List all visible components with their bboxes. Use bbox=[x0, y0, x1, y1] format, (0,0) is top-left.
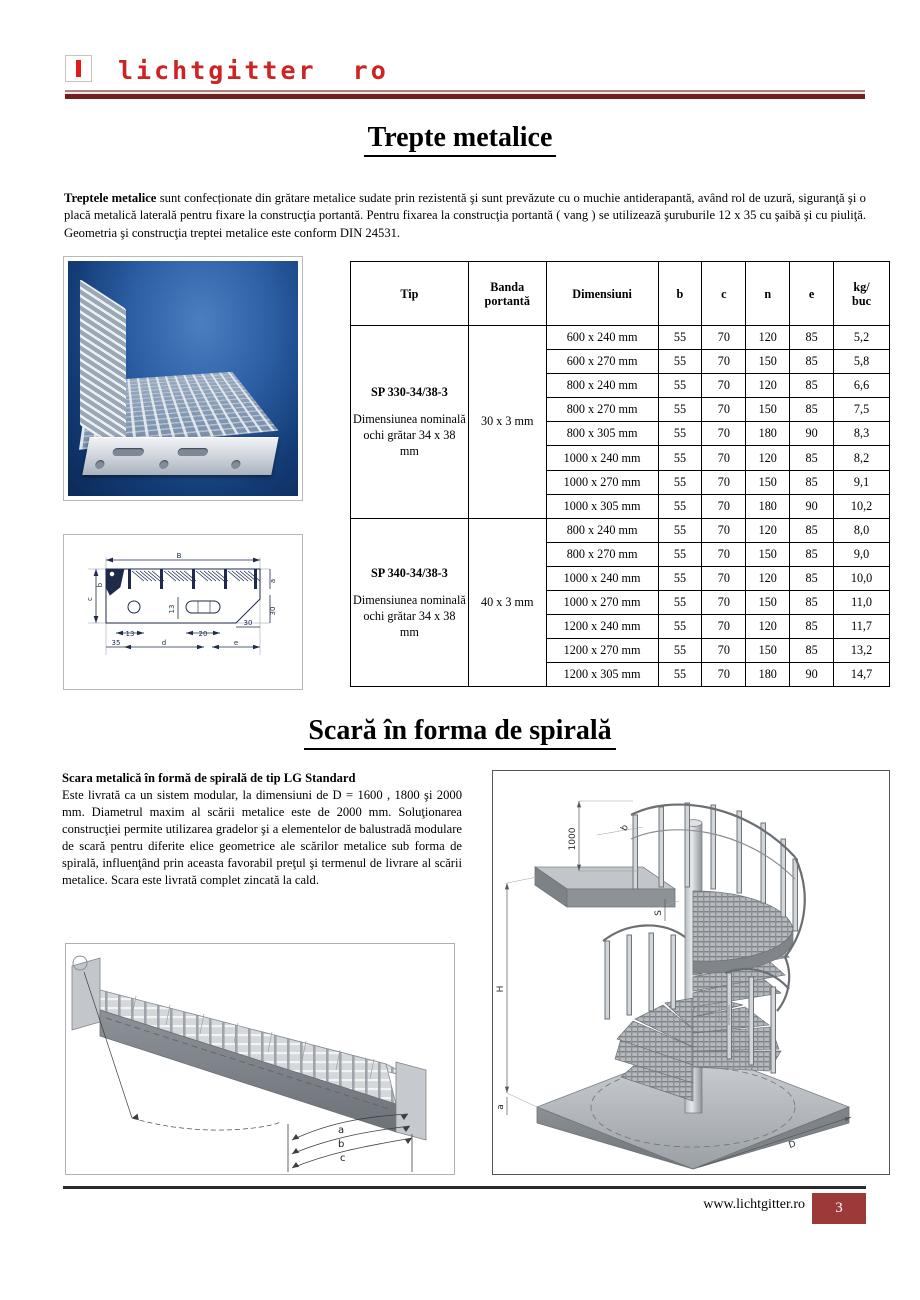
section-label-b: b bbox=[96, 582, 104, 588]
col-header-banda-line1: Banda bbox=[490, 279, 525, 294]
section-drawing-svg bbox=[64, 535, 302, 689]
logo-i-bar bbox=[76, 60, 81, 77]
stair-label-b: b bbox=[338, 1139, 345, 1150]
stair-tread-svg bbox=[66, 944, 454, 1174]
spec-table-head bbox=[351, 262, 890, 326]
table-header-row bbox=[351, 262, 890, 326]
cell-c: 70 bbox=[702, 566, 746, 590]
cell-c: 70 bbox=[702, 398, 746, 422]
grating-slot bbox=[113, 449, 145, 457]
cell-kg-buc: 8,2 bbox=[834, 446, 890, 470]
cell-n: 150 bbox=[746, 470, 790, 494]
cell-n: 150 bbox=[746, 639, 790, 663]
cell-kg-buc: 8,3 bbox=[834, 422, 890, 446]
col-header-kg-buc bbox=[834, 262, 890, 326]
cell-n: 150 bbox=[746, 591, 790, 615]
page-title-trepte bbox=[0, 122, 920, 154]
spiral-label-1000: 1000 bbox=[568, 827, 578, 851]
cell-e: 90 bbox=[790, 663, 834, 687]
cell-c: 70 bbox=[702, 470, 746, 494]
table-row bbox=[351, 326, 890, 350]
spec-table bbox=[350, 261, 890, 687]
cell-dimensiuni: 1200 x 270 mm bbox=[546, 639, 658, 663]
cell-e: 85 bbox=[790, 470, 834, 494]
cell-c: 70 bbox=[702, 542, 746, 566]
cell-c: 70 bbox=[702, 518, 746, 542]
cell-b: 55 bbox=[658, 326, 702, 350]
cell-banda-portanta: 30 x 3 mm bbox=[468, 326, 546, 519]
cell-c: 70 bbox=[702, 615, 746, 639]
walkway-side-face bbox=[567, 889, 675, 907]
cell-c: 70 bbox=[702, 326, 746, 350]
cell-kg-buc: 11,7 bbox=[834, 615, 890, 639]
intro-lead-bold: Treptele metalice bbox=[64, 190, 157, 205]
spiral-label-S: S bbox=[654, 910, 664, 916]
cell-b: 55 bbox=[658, 470, 702, 494]
grating-bolt-hole bbox=[95, 460, 106, 469]
footer-rule bbox=[63, 1186, 866, 1189]
cell-b: 55 bbox=[658, 566, 702, 590]
section-label-30-right: 30 bbox=[243, 619, 253, 627]
figure-stair-tread-3d bbox=[65, 943, 455, 1175]
section-label-c: c bbox=[86, 597, 94, 601]
cell-e: 90 bbox=[790, 422, 834, 446]
cell-n: 150 bbox=[746, 542, 790, 566]
cell-n: 150 bbox=[746, 398, 790, 422]
spec-table-container bbox=[350, 261, 890, 687]
cell-n: 120 bbox=[746, 566, 790, 590]
cell-dimensiuni: 1200 x 305 mm bbox=[546, 663, 658, 687]
spiral-lead-line: Scara metalică în formă de spirală de tip LG Standard bbox=[62, 771, 356, 785]
col-header-c: c bbox=[702, 262, 746, 326]
spec-table-body bbox=[351, 326, 890, 687]
cell-dimensiuni: 1000 x 270 mm bbox=[546, 591, 658, 615]
spiral-label-slab: a bbox=[496, 1104, 506, 1110]
cell-dimensiuni: 600 x 270 mm bbox=[546, 350, 658, 374]
spiral-body-text: Este livrată ca un sistem modular, la dimensiuni de D = 1600 , 1800 şi 2000 mm. Diametrul maxim al scării metalice este de 2000 mm. Soluţionarea construcţiei permite utilizarea gradelor şi a elementelor de balustradă modulare de scară pentru diferite elice geometrice ale scărilor metalice sub forma de spirală, influenţând prin aceasta favorabil preţul şi termenul de livrare al scării metalice. Scara este livrată complet zincată la cald. bbox=[62, 788, 462, 887]
cell-e: 85 bbox=[790, 639, 834, 663]
cell-n: 150 bbox=[746, 350, 790, 374]
cell-dimensiuni: 800 x 305 mm bbox=[546, 422, 658, 446]
spiral-staircase-svg bbox=[493, 771, 889, 1174]
cell-e: 85 bbox=[790, 398, 834, 422]
cell-b: 55 bbox=[658, 398, 702, 422]
spiral-description bbox=[62, 770, 462, 889]
cell-tip-description: Dimensiunea nominală ochi grătar 34 x 38 mm bbox=[353, 593, 466, 640]
cell-e: 85 bbox=[790, 446, 834, 470]
col-header-tip: Tip bbox=[351, 262, 469, 326]
cell-kg-buc: 10,2 bbox=[834, 494, 890, 518]
cell-c: 70 bbox=[702, 446, 746, 470]
spiral-label-D: D bbox=[787, 1139, 798, 1151]
cell-e: 85 bbox=[790, 566, 834, 590]
cell-e: 85 bbox=[790, 350, 834, 374]
cell-n: 120 bbox=[746, 326, 790, 350]
figure-grating-photo bbox=[63, 256, 303, 501]
section-label-30-vertical: 30 bbox=[269, 606, 277, 616]
section-label-13-vertical: 13 bbox=[168, 604, 176, 614]
arc-c bbox=[292, 1138, 412, 1168]
cell-e: 85 bbox=[790, 374, 834, 398]
tread-end-plate bbox=[396, 1062, 426, 1140]
cell-tip-code: SP 330-34/38-3 bbox=[370, 385, 448, 400]
cell-kg-buc: 13,2 bbox=[834, 639, 890, 663]
cell-n: 180 bbox=[746, 422, 790, 446]
section-label-13-horizontal: 13 bbox=[125, 630, 135, 638]
intro-paragraph bbox=[64, 190, 866, 243]
cell-tip bbox=[351, 518, 469, 687]
cell-b: 55 bbox=[658, 494, 702, 518]
col-header-banda bbox=[468, 262, 546, 326]
page-title-spirala bbox=[0, 715, 920, 747]
cell-tip-description: Dimensiunea nominală ochi grătar 34 x 38 mm bbox=[353, 412, 466, 459]
cell-c: 70 bbox=[702, 663, 746, 687]
col-header-kg-line1: kg/ bbox=[853, 279, 870, 294]
table-row bbox=[351, 518, 890, 542]
cell-n: 180 bbox=[746, 494, 790, 518]
grating-nosing-edge bbox=[80, 279, 126, 455]
page-number-badge: 3 bbox=[812, 1193, 866, 1224]
logo-wordmark: lichtgitter ro bbox=[118, 56, 389, 85]
cell-e: 90 bbox=[790, 494, 834, 518]
cell-kg-buc: 5,8 bbox=[834, 350, 890, 374]
section-label-d: d bbox=[161, 639, 167, 647]
cell-b: 55 bbox=[658, 663, 702, 687]
cell-n: 180 bbox=[746, 663, 790, 687]
cell-dimensiuni: 800 x 270 mm bbox=[546, 542, 658, 566]
cell-tip-code: SP 340-34/38-3 bbox=[370, 566, 448, 581]
spiral-label-H: H bbox=[496, 985, 506, 993]
cell-e: 85 bbox=[790, 615, 834, 639]
col-header-kg-line2: buc bbox=[852, 293, 872, 308]
cell-e: 85 bbox=[790, 518, 834, 542]
cell-b: 55 bbox=[658, 615, 702, 639]
section-label-20: 20 bbox=[198, 630, 208, 638]
cell-dimensiuni: 800 x 240 mm bbox=[546, 374, 658, 398]
cell-kg-buc: 10,0 bbox=[834, 566, 890, 590]
stair-label-c: c bbox=[340, 1153, 346, 1164]
col-header-e: e bbox=[790, 262, 834, 326]
grating-photo-canvas bbox=[68, 261, 298, 496]
cell-dimensiuni: 800 x 270 mm bbox=[546, 398, 658, 422]
cell-kg-buc: 6,6 bbox=[834, 374, 890, 398]
col-header-n: n bbox=[746, 262, 790, 326]
cell-b: 55 bbox=[658, 374, 702, 398]
cell-dimensiuni: 1200 x 240 mm bbox=[546, 615, 658, 639]
cell-c: 70 bbox=[702, 591, 746, 615]
col-header-b: b bbox=[658, 262, 702, 326]
cell-kg-buc: 7,5 bbox=[834, 398, 890, 422]
section-label-B: B bbox=[176, 552, 182, 560]
cell-dimensiuni: 1000 x 240 mm bbox=[546, 566, 658, 590]
cell-kg-buc: 14,7 bbox=[834, 663, 890, 687]
cell-n: 120 bbox=[746, 615, 790, 639]
cell-n: 120 bbox=[746, 518, 790, 542]
cell-c: 70 bbox=[702, 374, 746, 398]
intro-body-text: sunt confecționate din grătare metalice sudate prin rezistentă şi sunt prevăzute cu o muchie antiderapantă, având rol de uzură, siguranţă şi o placă metalică laterală pentru fixare la construcţia portantă. Pentru fixarea la construcţia portantă ( vang ) se utilizează şuruburile 12 x 35 cu şaibă şi cu piuliţă. Geometria şi construcţia treptei metalice este conform DIN 24531. bbox=[64, 190, 866, 240]
cell-b: 55 bbox=[658, 350, 702, 374]
grating-bolt-hole bbox=[159, 460, 170, 469]
grating-slot bbox=[177, 449, 209, 457]
cell-dimensiuni: 1000 x 305 mm bbox=[546, 494, 658, 518]
cell-c: 70 bbox=[702, 350, 746, 374]
cell-b: 55 bbox=[658, 542, 702, 566]
cell-kg-buc: 8,0 bbox=[834, 518, 890, 542]
grating-bolt-hole bbox=[231, 460, 242, 469]
cell-kg-buc: 11,0 bbox=[834, 591, 890, 615]
spiral-label-b: b bbox=[619, 823, 631, 833]
grating-front-plate bbox=[83, 437, 279, 475]
cell-n: 120 bbox=[746, 374, 790, 398]
cell-dimensiuni: 1000 x 270 mm bbox=[546, 470, 658, 494]
cell-kg-buc: 9,0 bbox=[834, 542, 890, 566]
cell-e: 85 bbox=[790, 542, 834, 566]
cell-b: 55 bbox=[658, 518, 702, 542]
logo-mark-box bbox=[65, 55, 92, 82]
page-title-trepte-text: Trepte metalice bbox=[364, 122, 557, 157]
section-label-a: a bbox=[269, 578, 277, 584]
page-header bbox=[0, 0, 920, 112]
cell-n: 120 bbox=[746, 446, 790, 470]
cell-tip bbox=[351, 326, 469, 519]
col-header-banda-line2: portantă bbox=[484, 293, 530, 308]
cell-dimensiuni: 800 x 240 mm bbox=[546, 518, 658, 542]
header-rule-bottom bbox=[65, 94, 865, 99]
cell-dimensiuni: 600 x 240 mm bbox=[546, 326, 658, 350]
cell-c: 70 bbox=[702, 422, 746, 446]
cell-e: 85 bbox=[790, 591, 834, 615]
cell-e: 85 bbox=[790, 326, 834, 350]
section-label-e: e bbox=[233, 639, 239, 647]
figure-section-drawing bbox=[63, 534, 303, 690]
cell-c: 70 bbox=[702, 639, 746, 663]
stair-label-a: a bbox=[338, 1125, 345, 1136]
cell-b: 55 bbox=[658, 639, 702, 663]
figure-spiral-staircase bbox=[492, 770, 890, 1175]
cell-kg-buc: 5,2 bbox=[834, 326, 890, 350]
footer-website-url[interactable]: www.lichtgitter.ro bbox=[703, 1197, 805, 1212]
cell-b: 55 bbox=[658, 446, 702, 470]
cell-b: 55 bbox=[658, 591, 702, 615]
cell-banda-portanta: 40 x 3 mm bbox=[468, 518, 546, 687]
cell-b: 55 bbox=[658, 422, 702, 446]
section-label-35: 35 bbox=[111, 639, 121, 647]
cell-kg-buc: 9,1 bbox=[834, 470, 890, 494]
col-header-dimensiuni: Dimensiuni bbox=[546, 262, 658, 326]
page-title-spirala-text: Scară în forma de spirală bbox=[304, 715, 615, 750]
cell-dimensiuni: 1000 x 240 mm bbox=[546, 446, 658, 470]
cell-c: 70 bbox=[702, 494, 746, 518]
